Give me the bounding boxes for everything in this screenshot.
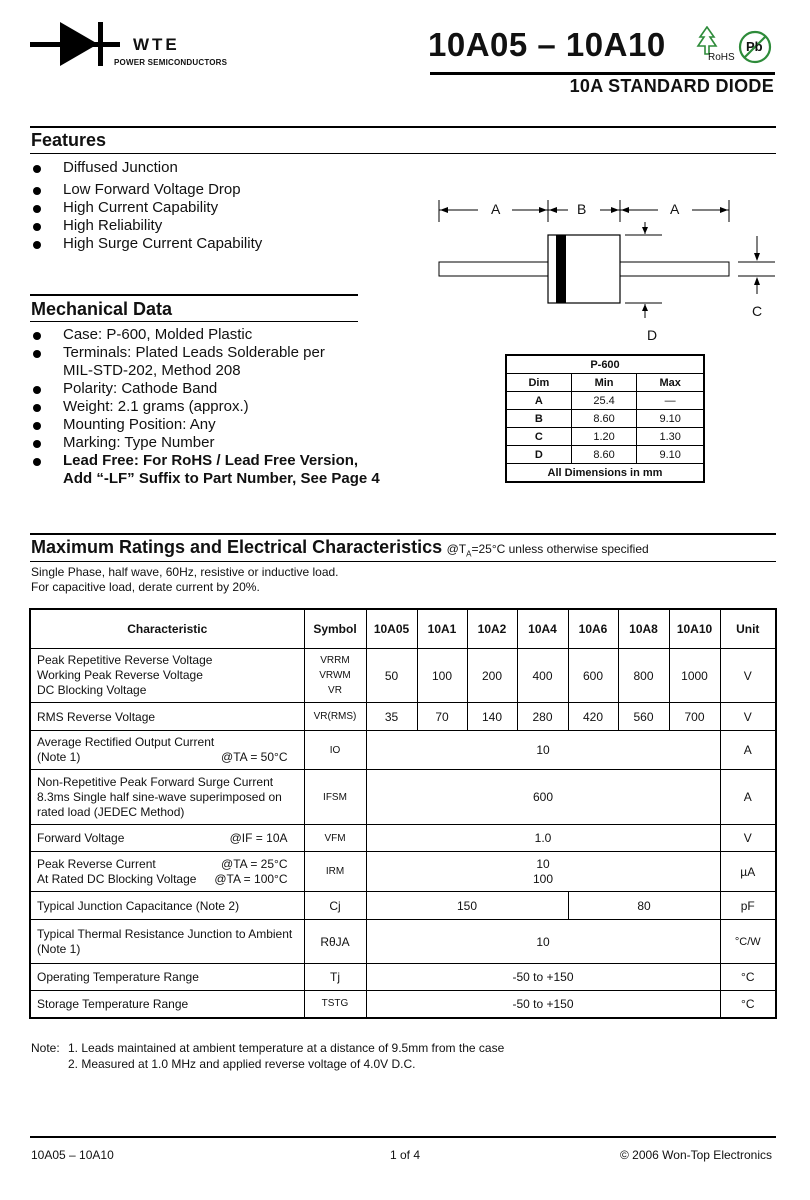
characteristic-cell <box>30 852 304 892</box>
characteristic-line: rated load (JEDEC Method) <box>37 804 185 819</box>
mechanical-item <box>31 344 380 380</box>
dim-table-row <box>506 392 704 410</box>
value-cell: 35 <box>366 703 417 731</box>
characteristic-text: At Rated DC Blocking Voltage <box>37 871 197 886</box>
value-cell: 10 <box>366 731 720 770</box>
ratings-title: Maximum Ratings and Electrical Characteristics <box>31 537 443 557</box>
value-cell: 600 <box>568 649 618 703</box>
characteristic-text: Forward Voltage <box>37 831 125 845</box>
value-cell: 600 <box>366 770 720 825</box>
dim-table-footer: All Dimensions in mm <box>506 464 704 483</box>
note-1: 1. Leads maintained at ambient temperature at a distance of 9.5mm from the case <box>68 1041 505 1055</box>
unit-cell: µA <box>720 852 776 892</box>
col-header: 10A1 <box>417 609 467 649</box>
characteristic-cell: Operating Temperature Range <box>30 964 304 991</box>
rohs-label: RoHS <box>708 52 735 63</box>
unit-cell: °C <box>720 991 776 1018</box>
ratings-table <box>29 608 777 1019</box>
mechanical-item <box>31 380 380 398</box>
characteristic-cell <box>30 649 304 703</box>
feature-item: Low Forward Voltage Drop <box>31 181 262 199</box>
wte-logo <box>30 18 230 70</box>
dim-table-header: Max <box>637 374 704 392</box>
features-title: Features <box>31 130 107 150</box>
dimension-label-b: B <box>577 201 587 217</box>
test-condition: @TA = 100°C <box>214 871 288 886</box>
characteristic-line <box>37 857 298 872</box>
symbol-line: VR <box>328 685 342 696</box>
dim-table-row <box>506 446 704 464</box>
mechanical-item-lead-free <box>31 452 380 488</box>
col-header: 10A8 <box>618 609 669 649</box>
mechanical-item <box>31 434 380 452</box>
symbol-line: VRRM <box>320 655 350 666</box>
table-row <box>30 731 776 770</box>
mechanical-item-text: Case: P-600, Molded Plastic <box>63 326 253 343</box>
dim-cell: 8.60 <box>571 410 637 428</box>
ratings-condition <box>446 542 649 559</box>
mechanical-list <box>31 326 380 488</box>
footer-page-number: 1 of 4 <box>390 1148 421 1162</box>
dim-cell: 1.20 <box>571 428 637 446</box>
mechanical-item-text: Marking: Type Number <box>63 434 215 451</box>
test-condition: @IF = 10A <box>229 831 288 845</box>
value-cell: 140 <box>467 703 517 731</box>
dim-cell: 8.60 <box>571 446 637 464</box>
dim-cell: C <box>506 428 571 446</box>
value-line: 10 <box>536 856 550 871</box>
test-condition: @TA = 50°C <box>221 750 288 764</box>
characteristic-cell: RMS Reverse Voltage <box>30 703 304 731</box>
header-rule <box>430 72 775 75</box>
mechanical-item-text: Lead Free: For RoHS / Lead Free Version, <box>63 452 359 469</box>
test-condition: @TA = 25°C <box>221 856 288 871</box>
dimension-table <box>505 354 705 483</box>
value-cell: 200 <box>467 649 517 703</box>
features-top-rule <box>30 126 776 128</box>
condition-sub: A <box>466 549 472 559</box>
mechanical-title: Mechanical Data <box>31 299 173 319</box>
intro-line-2: For capacitive load, derate current by 20%. <box>31 580 260 594</box>
dimension-label-d: D <box>647 327 658 343</box>
table-row <box>30 964 776 991</box>
mechanical-bottom-rule <box>30 321 358 322</box>
characteristic-text: (Note 1) <box>37 750 81 764</box>
value-cell: 700 <box>669 703 720 731</box>
mechanical-item-text: MIL-STD-202, Method 208 <box>63 362 241 379</box>
dim-cell: 1.30 <box>637 428 704 446</box>
feature-item: High Surge Current Capability <box>31 235 262 253</box>
footer-copyright: © 2006 Won-Top Electronics <box>619 1148 772 1162</box>
feature-item: High Current Capability <box>31 199 262 217</box>
dim-cell: 9.10 <box>637 446 704 464</box>
value-cell: 70 <box>417 703 467 731</box>
characteristic-line: Working Peak Reverse Voltage <box>37 668 203 682</box>
unit-cell: pF <box>720 892 776 920</box>
dim-table-row <box>506 428 704 446</box>
characteristic-line: (Note 1) <box>37 941 81 956</box>
value-cell: 150 <box>366 892 568 920</box>
unit-cell: °C/W <box>720 920 776 964</box>
characteristic-text: Peak Reverse Current <box>37 856 156 871</box>
mechanical-item-text: Add “-LF” Suffix to Part Number, See Page 4 <box>63 470 380 487</box>
dim-cell: 9.10 <box>637 410 704 428</box>
col-header: Symbol <box>304 609 366 649</box>
dim-cell: B <box>506 410 571 428</box>
value-cell: 400 <box>517 649 568 703</box>
characteristic-cell <box>30 731 304 770</box>
dimension-label-c: C <box>752 303 763 319</box>
dim-table-header: Min <box>571 374 637 392</box>
symbol-cell: Tj <box>304 964 366 991</box>
dimension-label-a-left: A <box>491 201 501 217</box>
col-header: 10A2 <box>467 609 517 649</box>
mechanical-item-text: Polarity: Cathode Band <box>63 380 218 397</box>
mechanical-top-rule <box>30 294 358 296</box>
ratings-header-row <box>30 609 776 649</box>
characteristic-line <box>37 750 298 765</box>
features-list <box>31 159 262 253</box>
dim-cell: — <box>637 392 704 410</box>
value-cell: 100 <box>417 649 467 703</box>
characteristic-cell: Storage Temperature Range <box>30 991 304 1018</box>
value-cell: 800 <box>618 649 669 703</box>
table-row <box>30 770 776 825</box>
col-header: 10A10 <box>669 609 720 649</box>
characteristic-line: Typical Thermal Resistance Junction to Ambient <box>37 926 293 941</box>
symbol-cell: IRM <box>304 852 366 892</box>
ratings-bottom-rule <box>30 561 776 562</box>
symbol-cell <box>304 649 366 703</box>
logo-text: WTE <box>133 35 180 54</box>
symbol-cell: RθJA <box>304 920 366 964</box>
value-cell <box>366 852 720 892</box>
characteristic-cell <box>30 920 304 964</box>
table-row <box>30 991 776 1018</box>
value-line: 100 <box>532 871 554 886</box>
feature-item: High Reliability <box>31 217 262 235</box>
device-subtitle: 10A STANDARD DIODE <box>569 76 774 96</box>
ratings-top-rule <box>30 533 776 535</box>
mechanical-item-text: Mounting Position: Any <box>63 416 216 433</box>
pb-free-badge <box>738 30 772 64</box>
value-cell: -50 to +150 <box>366 991 720 1018</box>
table-row <box>30 852 776 892</box>
mechanical-item-text: Terminals: Plated Leads Solderable per <box>63 344 325 361</box>
col-header: 10A05 <box>366 609 417 649</box>
unit-cell: A <box>720 770 776 825</box>
table-row <box>30 703 776 731</box>
value-cell: 1000 <box>669 649 720 703</box>
dim-cell: A <box>506 392 571 410</box>
col-header: 10A6 <box>568 609 618 649</box>
value-cell: -50 to +150 <box>366 964 720 991</box>
features-bottom-rule <box>30 153 776 154</box>
dim-table-package: P-600 <box>506 355 704 374</box>
characteristic-line <box>37 872 298 887</box>
characteristic-line: Average Rectified Output Current <box>37 735 215 749</box>
note-label: Note: <box>31 1041 60 1055</box>
characteristic-cell <box>30 770 304 825</box>
ratings-intro <box>31 565 339 595</box>
rohs-badge <box>694 26 734 68</box>
value-cell: 80 <box>568 892 720 920</box>
characteristic-line: Non-Repetitive Peak Forward Surge Current <box>37 774 274 789</box>
symbol-cell: IFSM <box>304 770 366 825</box>
unit-cell: V <box>720 649 776 703</box>
condition-suffix: =25°C unless otherwise specified <box>471 542 649 556</box>
value-cell: 50 <box>366 649 417 703</box>
col-header: Unit <box>720 609 776 649</box>
col-header: Characteristic <box>30 609 304 649</box>
characteristic-line: Peak Repetitive Reverse Voltage <box>37 653 213 667</box>
condition-prefix: @T <box>446 542 467 556</box>
symbol-line: VRWM <box>319 670 351 681</box>
feature-item: Diffused Junction <box>31 159 262 181</box>
value-cell: 1.0 <box>366 825 720 852</box>
unit-cell: °C <box>720 964 776 991</box>
mechanical-item <box>31 326 380 344</box>
dim-cell: D <box>506 446 571 464</box>
table-row <box>30 920 776 964</box>
mechanical-item-text: Weight: 2.1 grams (approx.) <box>63 398 249 415</box>
pb-label: Pb <box>746 39 763 54</box>
unit-cell: V <box>720 825 776 852</box>
table-row <box>30 825 776 852</box>
dim-cell: 25.4 <box>571 392 637 410</box>
dimension-label-a-right: A <box>670 201 680 217</box>
characteristic-line <box>37 831 298 845</box>
characteristic-line: 8.3ms Single half sine-wave superimposed on <box>37 789 282 804</box>
characteristic-line: DC Blocking Voltage <box>37 683 147 697</box>
mechanical-item <box>31 398 380 416</box>
package-outline-diagram <box>430 190 780 350</box>
logo-subtitle: POWER SEMICONDUCTORS <box>114 58 228 67</box>
symbol-cell: VFM <box>304 825 366 852</box>
characteristic-cell <box>30 825 304 852</box>
symbol-cell: VR(RMS) <box>304 703 366 731</box>
diode-package-drawing <box>430 190 780 350</box>
unit-cell: V <box>720 703 776 731</box>
value-cell: 10 <box>366 920 720 964</box>
symbol-cell: Cj <box>304 892 366 920</box>
characteristic-cell: Typical Junction Capacitance (Note 2) <box>30 892 304 920</box>
part-range-title: 10A05 – 10A10 <box>428 26 666 63</box>
intro-line-1: Single Phase, half wave, 60Hz, resistive or inductive load. <box>31 565 339 579</box>
mechanical-item <box>31 416 380 434</box>
dim-table-row <box>506 410 704 428</box>
dim-table-header: Dim <box>506 374 571 392</box>
value-cell: 280 <box>517 703 568 731</box>
footer-rule <box>30 1136 776 1138</box>
value-cell: 560 <box>618 703 669 731</box>
footer-part-range: 10A05 – 10A10 <box>31 1148 114 1162</box>
value-cell: 420 <box>568 703 618 731</box>
note-2: 2. Measured at 1.0 MHz and applied reverse voltage of 4.0V D.C. <box>68 1057 416 1071</box>
symbol-cell: IO <box>304 731 366 770</box>
diode-logo-icon <box>30 18 120 70</box>
ratings-heading <box>31 537 649 558</box>
table-row <box>30 649 776 703</box>
col-header: 10A4 <box>517 609 568 649</box>
table-row <box>30 892 776 920</box>
symbol-cell: TSTG <box>304 991 366 1018</box>
unit-cell: A <box>720 731 776 770</box>
